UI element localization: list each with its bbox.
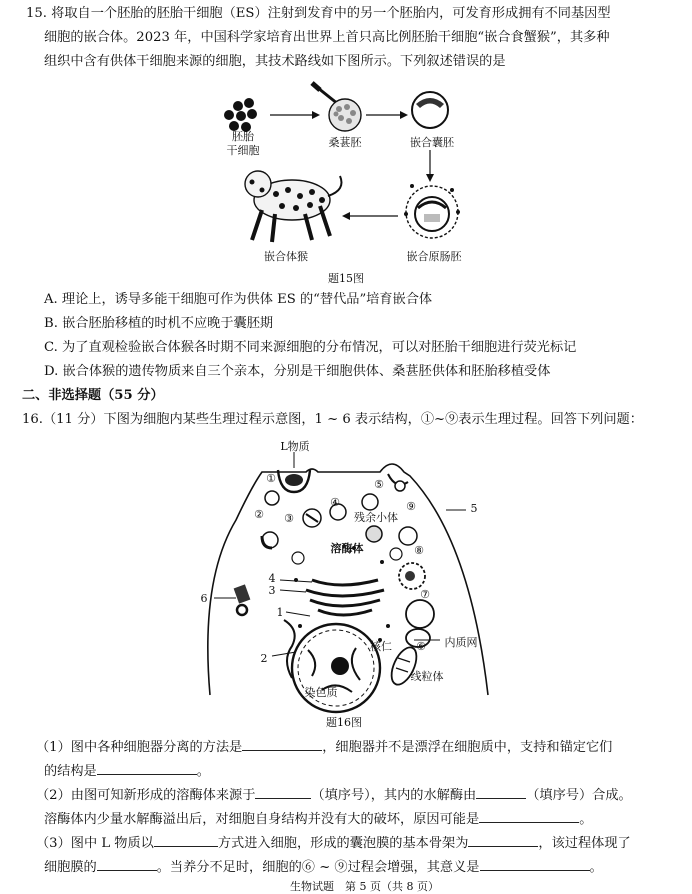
es-label-line-2: 干细胞 xyxy=(226,144,260,157)
es-label-line-1: 胚胎 xyxy=(232,130,254,143)
label-num-3: 3 xyxy=(268,584,276,597)
answer-blank-6[interactable] xyxy=(154,832,218,847)
es-label xyxy=(218,128,268,158)
label-process-8: ⑧ xyxy=(414,544,424,557)
q16-p2-text-a: （2）由图可知新形成的溶酶体来源于 xyxy=(36,788,256,803)
answer-blank-1[interactable] xyxy=(242,736,322,751)
label-process-6: ⑥ xyxy=(416,640,426,653)
answer-blank-8[interactable] xyxy=(97,856,157,871)
label-num-2: 2 xyxy=(260,652,268,665)
option-c: C. 为了直观检验嵌合体猴各时期不同来源细胞的分布情况，可以对胚胎干细胞进行荧光标记 xyxy=(44,340,577,355)
option-d: D. 嵌合体猴的遗传物质来自三个亲本，分别是干细胞供体、桑葚胚供体和胚胎移植受体 xyxy=(44,364,551,379)
label-process-4: ④ xyxy=(330,496,340,509)
label-num-5: 5 xyxy=(470,502,478,515)
q15-line-3: 组织中含有供体干细胞来源的细胞，其技术路线如下图所示。下列叙述错误的是 xyxy=(44,54,506,69)
answer-blank-7[interactable] xyxy=(468,832,538,847)
q16-part2-line2 xyxy=(44,808,674,830)
q16-part1-line1 xyxy=(36,736,674,758)
morula-icon xyxy=(329,99,361,131)
figure-16-caption: 题16图 xyxy=(326,716,362,729)
figure-15-caption: 题15图 xyxy=(328,272,364,285)
q16-part1-line2 xyxy=(44,760,674,782)
label-num-4: 4 xyxy=(268,572,276,585)
q16-p1-text-c: 的结构是 xyxy=(44,764,97,779)
q16-p1-text-b: ，细胞器并不是漂浮在细胞质中，支持和锚定它们 xyxy=(322,740,613,755)
q16-p3-text-a: （3）图中 L 物质以 xyxy=(36,836,154,851)
q16-part3-line2 xyxy=(44,856,674,878)
morula-label: 桑葚胚 xyxy=(328,136,362,149)
answer-blank-2[interactable] xyxy=(97,760,197,775)
q16-p3-text-d: 细胞膜的 xyxy=(44,860,97,875)
golgi-apparatus xyxy=(306,580,384,615)
label-process-3: ③ xyxy=(284,512,294,525)
q16-p1-text-d: 。 xyxy=(196,764,210,779)
label-num-1: 1 xyxy=(276,606,284,619)
answer-blank-9[interactable] xyxy=(480,856,590,871)
label-process-9: ⑨ xyxy=(406,500,416,513)
endocytosis-pit xyxy=(278,470,310,492)
option-b: B. 嵌合胚胎移植的时机不应晚于囊胚期 xyxy=(44,316,274,331)
option-a: A. 理论上，诱导多能干细胞可作为供体 ES 的“替代品”培育嵌合体 xyxy=(44,292,433,307)
page-footer: 生物试题 第 5 页（共 8 页） xyxy=(290,880,439,893)
label-process-1: ① xyxy=(266,472,276,485)
label-num-6: 6 xyxy=(200,592,208,605)
section-title: 二、非选择题（55 分） xyxy=(22,388,164,403)
monkey-label: 嵌合体猴 xyxy=(264,250,308,263)
q15-line-1: 15. 将取自一个胚胎的胚胎干细胞（ES）注射到发育中的另一个胚胎内，可发育形成拥有不同基因型 xyxy=(26,6,611,21)
q16-p3-text-e: 。当养分不足时，细胞的⑥ ~ ⑨过程会增强，其意义是 xyxy=(156,860,480,875)
label-process-7: ⑦ xyxy=(420,588,430,601)
q16-part2-line1 xyxy=(36,784,674,806)
gastrula-label: 嵌合原肠胚 xyxy=(406,250,462,263)
label-l-substance: L物质 xyxy=(280,440,310,453)
centriole xyxy=(234,584,251,615)
answer-blank-5[interactable] xyxy=(479,808,579,823)
q16-p3-text-f: 。 xyxy=(589,860,603,875)
label-lysosome: 溶酶体 xyxy=(330,542,364,555)
label-er: 内质网 xyxy=(444,636,478,649)
q16-p1-text-a: （1）图中各种细胞器分离的方法是 xyxy=(36,740,243,755)
q16-p2-text-b: （填序号），其内的水解酶由 xyxy=(311,788,477,803)
answer-blank-3[interactable] xyxy=(255,784,311,799)
blastocyst-icon xyxy=(412,92,448,128)
q15-line-2: 细胞的嵌合体。2023 年，中国科学家培育出世界上首只高比例胚胎干细胞“嵌合食蟹猴”，其多种 xyxy=(44,30,610,45)
q16-p2-text-c: （填序号）合成。 xyxy=(526,788,632,803)
injection-needle-icon xyxy=(312,83,338,104)
label-nucleolus: 核仁 xyxy=(370,640,392,653)
q16-part3-line1 xyxy=(36,832,674,854)
label-mitochondrion: 线粒体 xyxy=(410,670,444,683)
blastocyst-label: 嵌合囊胚 xyxy=(410,136,454,149)
gastrula-icon xyxy=(404,184,460,238)
monkey-icon xyxy=(245,171,342,242)
figure-16 xyxy=(0,430,692,730)
es-cells-icon xyxy=(224,98,257,132)
label-residual-body: 残余小体 xyxy=(354,511,398,524)
answer-blank-4[interactable] xyxy=(476,784,526,799)
label-process-5: ⑤ xyxy=(374,478,384,491)
label-chromatin: 染色质 xyxy=(304,686,338,699)
q16-p3-text-b: 方式进入细胞，形成的囊泡膜的基本骨架为 xyxy=(217,836,469,851)
label-process-2: ② xyxy=(254,508,264,521)
q16-p3-text-c: ，该过程体现了 xyxy=(538,836,631,851)
q16-p2-text-d: 溶酶体内少量水解酶溢出后，对细胞自身结构并没有大的破坏，原因可能是 xyxy=(44,812,480,827)
q16-p2-text-e: 。 xyxy=(579,812,593,827)
q16-intro: 16.（11 分）下图为细胞内某些生理过程示意图，1 ~ 6 表示结构，①~⑨表示生理过程。回答下列问题： xyxy=(22,412,643,427)
